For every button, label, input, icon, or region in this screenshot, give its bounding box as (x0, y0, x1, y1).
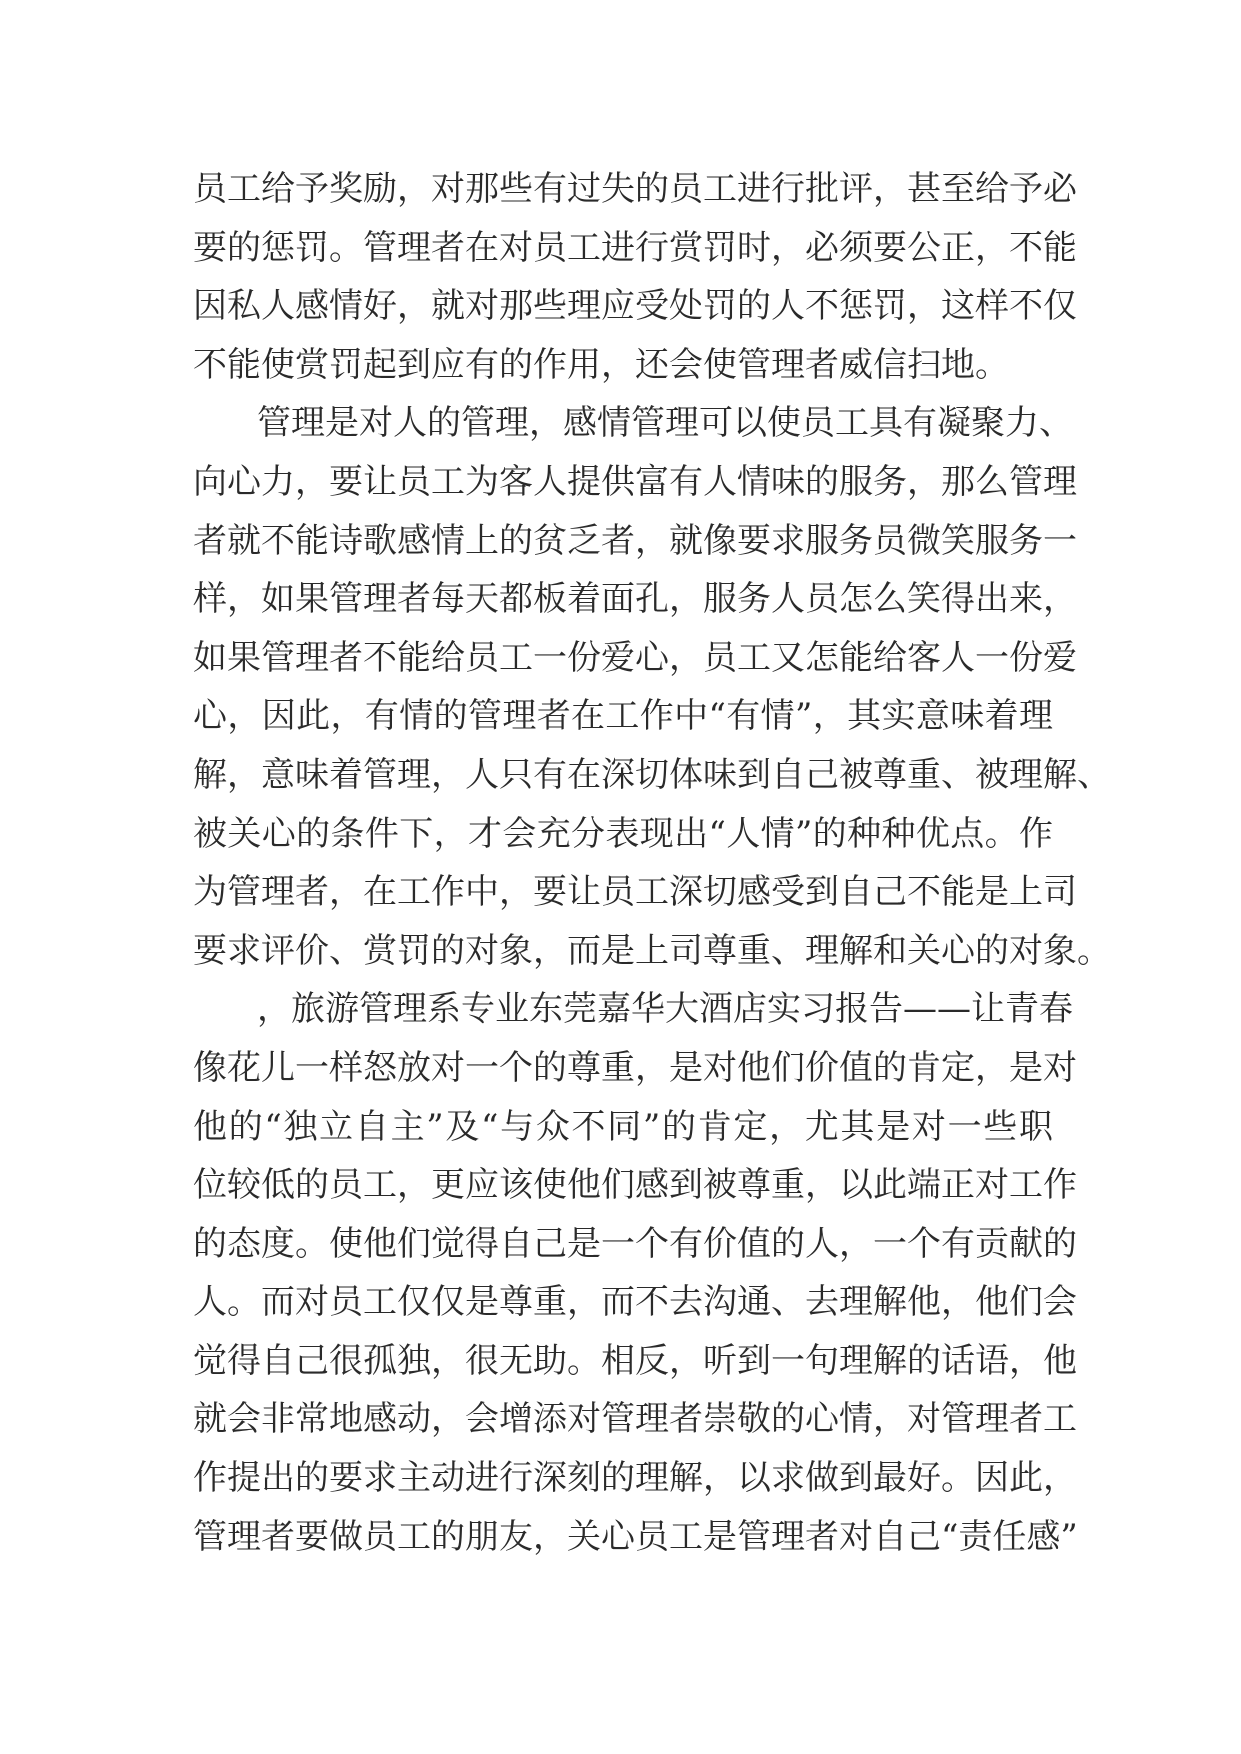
text-line: 要的惩罚。管理者在对员工进行赏罚时，必须要公正，不能 (193, 227, 1077, 268)
text-line: 为管理者，在工作中，要让员工深切感受到自己不能是上司 (193, 872, 1077, 913)
text-line: 作提出的要求主动进行深刻的理解，以求做到最好。因此， (193, 1458, 1077, 1499)
text-line: 管理者要做员工的朋友，关心员工是管理者对自己“责任感” (193, 1516, 1078, 1557)
text-line: 解，意味着管理，人只有在深切体味到自己被尊重、被理解、 (193, 754, 1111, 795)
text-line: 就会非常地感动，会增添对管理者崇敬的心情，对管理者工 (193, 1399, 1077, 1440)
text-line: ，旅游管理系专业东莞嘉华大酒店实习报告——让青春 (257, 989, 1073, 1030)
text-line: 不能使赏罚起到应有的作用，还会使管理者威信扫地。 (193, 344, 1009, 385)
text-line: 员工给予奖励，对那些有过失的员工进行批评，甚至给予必 (193, 169, 1077, 209)
text-line: 人。而对员工仅仅是尊重，而不去沟通、去理解他，他们会 (193, 1282, 1077, 1323)
text-line: 要求评价、赏罚的对象，而是上司尊重、理解和关心的对象。 (193, 930, 1111, 971)
text-line: 向心力，要让员工为客人提供富有人情味的服务，那么管理 (193, 461, 1077, 502)
text-line: 觉得自己很孤独，很无助。相反，听到一句理解的话语，他 (193, 1340, 1077, 1381)
text-line: 心，因此，有情的管理者在工作中“有情”，其实意味着理 (193, 696, 1053, 737)
text-line: 被关心的条件下，才会充分表现出“人情”的种种优点。作 (193, 813, 1053, 854)
text-line: 因私人感情好，就对那些理应受处罚的人不惩罚，这样不仅 (193, 286, 1077, 327)
text-line: 的态度。使他们觉得自己是一个有价值的人，一个有贡献的 (193, 1223, 1077, 1264)
text-line: 位较低的员工，更应该使他们感到被尊重，以此端正对工作 (193, 1165, 1077, 1206)
text-line: 样，如果管理者每天都板着面孔，服务人员怎么笑得出来， (193, 579, 1077, 620)
text-line: 者就不能诗歌感情上的贫乏者，就像要求服务员微笑服务一 (193, 520, 1077, 561)
text-line: 如果管理者不能给员工一份爱心，员工又怎能给客人一份爱 (193, 637, 1077, 678)
body-text (193, 160, 1111, 1566)
text-line: 他的“独立自主”及“与众不同”的肯定，尤其是对一些职 (193, 1106, 1053, 1147)
text-line: 像花儿一样怒放对一个的尊重，是对他们价值的肯定，是对 (193, 1047, 1077, 1088)
text-line: 管理是对人的管理，感情管理可以使员工具有凝聚力、 (257, 403, 1073, 444)
